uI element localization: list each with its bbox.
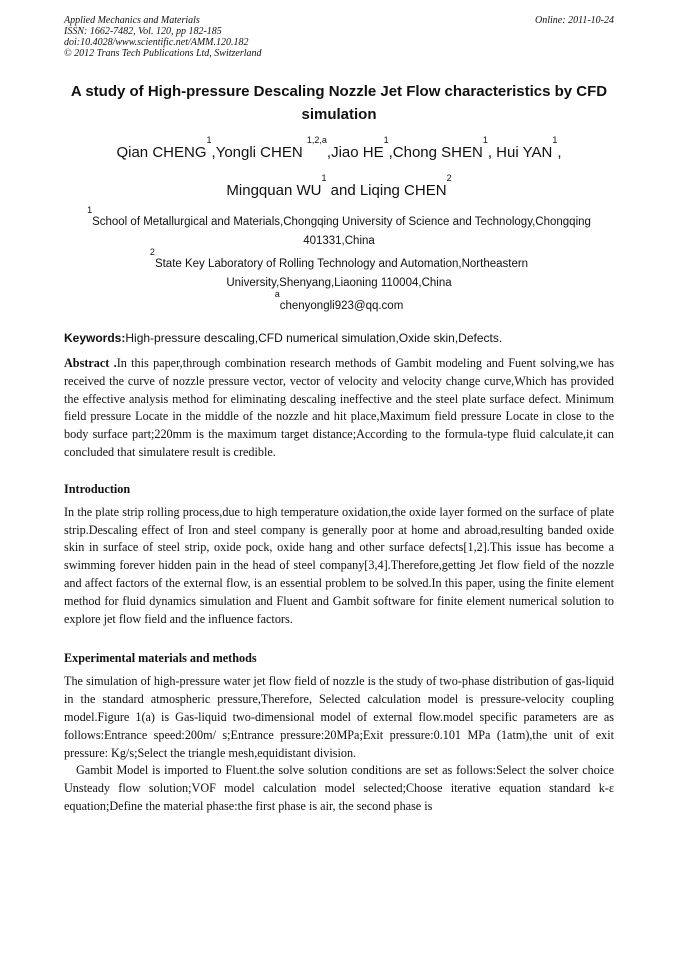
journal-doi: doi:10.4028/www.scientific.net/AMM.120.182 bbox=[64, 37, 249, 48]
author-affiliation-mark: 1,2,a bbox=[306, 135, 327, 145]
affiliation-2 bbox=[64, 247, 614, 293]
abstract-label: Abstract . bbox=[64, 356, 117, 370]
keywords-text: High-pressure descaling,CFD numerical simulation,Oxide skin,Defects. bbox=[125, 331, 503, 345]
methods-paragraph-1: The simulation of high-pressure water jet flow field of nozzle is the study of two-phase distribution of gas-liquid in the standard atmospheric pressure,Therefore, Selected calculation model is pressure-velocity coupling model.Figure 1(a) is Gas-liquid two-dimensional model of external flow.model specific parameters are as follows:Entrance speed:200m/ s;Entrance pressure:20MPa;Exit pressure:0.101 MPa (1atm),the unit of exit pressure: Kg/s;Select the triangle mesh,equidistant division. bbox=[64, 674, 614, 760]
author-name: Mingquan WU bbox=[226, 182, 322, 199]
section-heading-introduction: Introduction bbox=[64, 481, 131, 496]
author-list bbox=[64, 135, 614, 201]
keywords bbox=[64, 330, 614, 347]
author-name: Qian CHENG bbox=[116, 144, 207, 161]
author-affiliation-mark: 1 bbox=[552, 135, 558, 145]
section-heading-methods: Experimental materials and methods bbox=[64, 651, 257, 666]
author-name: Jiao HE bbox=[331, 144, 384, 161]
methods-paragraph-2: Gambit Model is imported to Fluent.the solve solution conditions are set as follows:Select the solver choice Unsteady flow solution;VOF model calculation model selected;Choose iterative equation standard k-ε equation;Define the material phase:the first phase is air, the second phase is bbox=[64, 763, 614, 813]
author-conjunction: and bbox=[326, 182, 360, 199]
abstract-text: In this paper,through combination research methods of Gambit modeling and Fuent solving,we has received the curve of nozzle pressure vector, vector of velocity and velocity change curve,Which has provided the effective analysis method for eliminating descaling ineffective and the steel plate surface defect. Minimum field pressure Locate in the middle of the nozzle and hit place,Maximum field pressure Locate in close to the body surface part;220mm is the maximum target distance;According to the formula-type fluid calculate,it can concluded that simulatere result is credible. bbox=[64, 356, 614, 459]
author-affiliation-mark: 1 bbox=[383, 135, 389, 145]
author-affiliation-mark: 1 bbox=[321, 173, 327, 183]
author-email bbox=[64, 289, 614, 316]
author-affiliation-mark: 1 bbox=[482, 135, 488, 145]
affiliation-mark: 2 bbox=[149, 247, 155, 257]
author-line-1: Qian CHENG$^1$,Yongli CHEN $^{1,2,a}$,Jiao $HE^1,Chong$ SHEN$^1$, Hui YAN$^1$, bbox=[116, 135, 562, 161]
affiliation-1 bbox=[64, 205, 614, 251]
author-name: Chong SHEN bbox=[392, 144, 483, 161]
online-date: Online: 2011-10-24 bbox=[535, 15, 614, 26]
journal-issn: ISSN: 1662-7482, Vol. 120, pp 182-185 bbox=[64, 26, 222, 37]
email-mark: a bbox=[274, 289, 280, 299]
keywords-label: Keywords: bbox=[64, 331, 126, 345]
author-affiliation-mark: 2 bbox=[446, 173, 452, 183]
abstract bbox=[64, 355, 614, 462]
author-affiliation-mark: 1 bbox=[206, 135, 212, 145]
introduction-paragraph: In the plate strip rolling process,due to high temperature oxidation,the oxide layer formed on the surface of plate strip.Descaling effect of Iron and steel company is generally poor at home and abroad,resulting banded oxide skin in surface of steel strip, oxide pock, oxide hang and other surface defects[1,2].This issue has become a swimming forever hidden pain in the head of steel company[3,4].Therefore,getting Jet flow field of the nozzle and affect factors of the external flow, is an essential problem to be solved.In this paper, using the finite element method for fluid dynamics simulation and Fluent and Gambit software for finite element numerical solution to explore jet flow field and the influence factors. bbox=[64, 504, 614, 626]
affiliation-mark: 1 bbox=[87, 205, 93, 215]
author-line-2 bbox=[64, 173, 614, 201]
affiliation-text: School of Metallurgical and Materials,Chongqing University of Science and Technology,Chongqing 401331,China bbox=[92, 216, 591, 247]
journal-name: Applied Mechanics and Materials bbox=[64, 15, 200, 26]
journal-header bbox=[64, 0, 614, 59]
affiliation-text: State Key Laboratory of Rolling Technology and Automation,Northeastern University,Shenyang,Liaoning 110004,China bbox=[154, 258, 529, 289]
paper-title: A study of High-pressure Descaling Nozzle Jet Flow characteristics by CFD simulation bbox=[70, 83, 608, 123]
author-name: Hui YAN bbox=[492, 144, 553, 161]
email-text: chenyongli923@qq.com bbox=[279, 300, 404, 312]
author-name: Liqing CHEN bbox=[359, 182, 447, 199]
journal-copyright: © 2012 Trans Tech Publications Ltd, Switzerland bbox=[64, 48, 262, 59]
author-name: Yongli CHEN bbox=[215, 144, 307, 161]
